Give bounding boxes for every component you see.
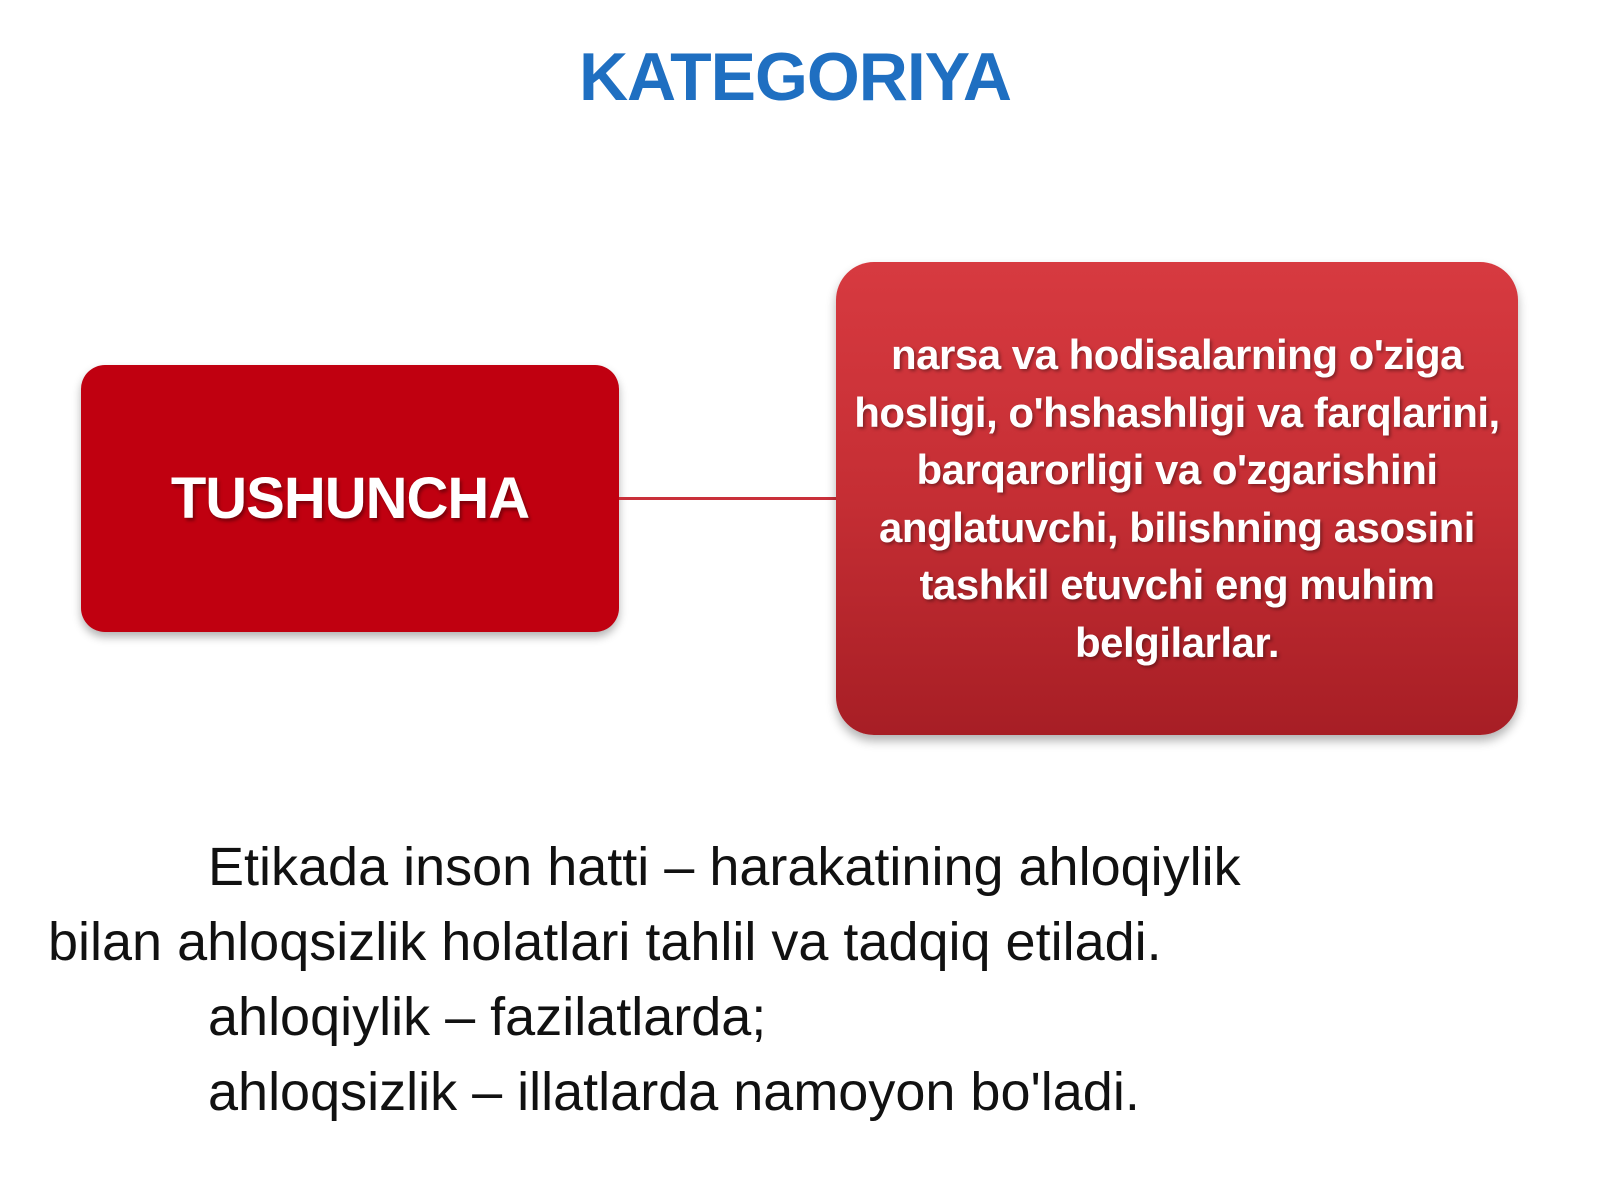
connector-line [619, 497, 837, 500]
slide-title: KATEGORIYA [578, 39, 1012, 115]
body-line-1: Etikada inson hatti – harakatining ahloqiylik [208, 837, 1241, 897]
definition-text: narsa va hodisalarning o'ziga hosligi, o'hshashligi va farqlarini, barqarorligi va o'zgarishini anglatuvchi, bilishning asosini tashkil etuvchi eng muhim belgilarlar. [854, 331, 1500, 666]
body-line-2: bilan ahloqsizlik holatlari tahlil va tadqiq etiladi. [48, 912, 1162, 972]
body-line-4: ahloqsizlik – illatlarda namoyon bo'ladi. [208, 1062, 1140, 1122]
concept-box [81, 365, 619, 632]
body-text [48, 830, 1528, 1130]
concept-label: TUSHUNCHA [170, 466, 530, 531]
body-line-3: ahloqiylik – fazilatlarda; [208, 987, 767, 1047]
definition-box [836, 262, 1518, 735]
